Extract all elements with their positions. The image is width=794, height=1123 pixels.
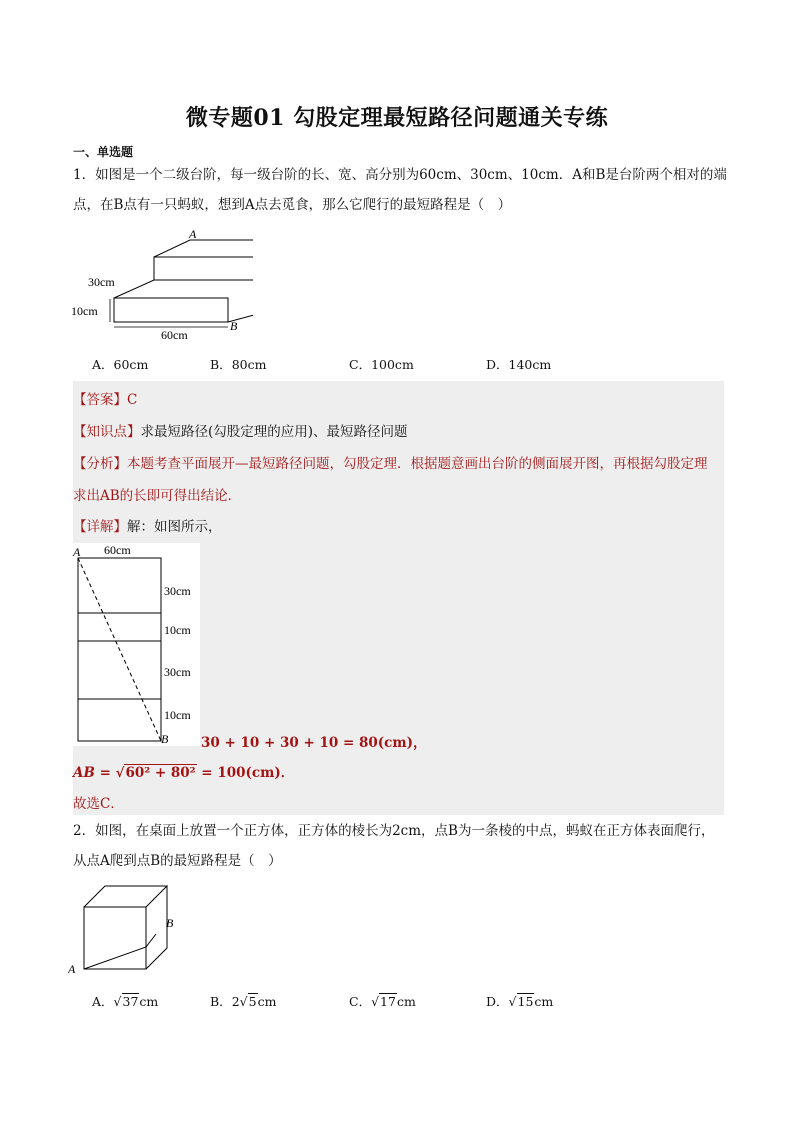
q2-option-d[interactable]: D．√15cm: [486, 994, 554, 1009]
question-1-line-1: 1．如图是一个二级台阶，每一级台阶的长、宽、高分别为60cm、30cm、10cm．A和B是台阶两个相对的端: [73, 167, 727, 183]
cube-label-b: B: [166, 916, 174, 930]
unfolded-diagram: [72, 543, 200, 746]
calc-line-2: AB = √60² + 80² = 100(cm)．: [73, 765, 295, 781]
figure-label-b: B: [230, 319, 238, 333]
cube-label-a: A: [68, 962, 76, 976]
analysis-line-1: 【分析】本题考查平面展开—最短路径问题，勾股定理．根据题意画出台阶的侧面展开图，再根据勾股定理: [73, 456, 708, 472]
staircase-figure: [68, 226, 253, 346]
q1-option-c[interactable]: C．100cm: [349, 357, 414, 372]
q2-option-b[interactable]: B．2√5cm: [210, 994, 277, 1009]
question-1-text: [73, 160, 733, 220]
unfold-label-2: 10cm: [164, 623, 191, 637]
section-heading: 一、单选题: [73, 145, 134, 159]
q1-option-b[interactable]: B．80cm: [210, 357, 267, 372]
question-2-text: [73, 816, 738, 876]
cube-figure: [68, 880, 180, 978]
question-2-line-2: 从点A爬到点B的最短路程是（ ）: [73, 853, 282, 869]
question-2-options: [0, 992, 794, 1012]
analysis-line-2: 求出AB的长即可得出结论．: [73, 488, 242, 504]
q2-option-c[interactable]: C．√17cm: [349, 994, 416, 1009]
choice-line: 故选C．: [73, 796, 124, 812]
answer-line: 【答案】C: [73, 392, 138, 408]
unfold-label-1: 30cm: [164, 584, 191, 598]
unfold-label-top: 60cm: [104, 543, 131, 557]
figure-label-a: A: [189, 227, 197, 241]
page-title: 微专题01 勾股定理最短路径问题通关专练: [185, 105, 609, 131]
question-1-line-2: 点，在B点有一只蚂蚁，想到A点去觅食，那么它爬行的最短路程是（ ）: [73, 197, 512, 213]
figure-label-height: 10cm: [71, 304, 98, 318]
figure-label-width: 30cm: [88, 275, 115, 289]
unfold-label-4: 10cm: [164, 708, 191, 722]
q2-option-a[interactable]: A．√37cm: [92, 994, 159, 1009]
figure-label-length: 60cm: [161, 328, 188, 342]
q1-option-a[interactable]: A．60cm: [92, 357, 149, 372]
unfold-label-3: 30cm: [164, 665, 191, 679]
calc-line-1: 30 + 10 + 30 + 10 = 80(cm)，: [201, 735, 427, 751]
detail-line: 【详解】解：如图所示，: [73, 519, 222, 535]
unfold-label-a: A: [73, 545, 81, 559]
unfold-label-b: B: [161, 732, 169, 746]
knowledge-line: 【知识点】求最短路径(勾股定理的应用)、最短路径问题: [73, 424, 408, 440]
question-1-options: [0, 355, 794, 375]
question-2-line-1: 2．如图，在桌面上放置一个正方体，正方体的棱长为2cm，点B为一条棱的中点，蚂蚁在正方体表面爬行，: [73, 823, 715, 839]
q1-option-d[interactable]: D．140cm: [486, 357, 552, 372]
